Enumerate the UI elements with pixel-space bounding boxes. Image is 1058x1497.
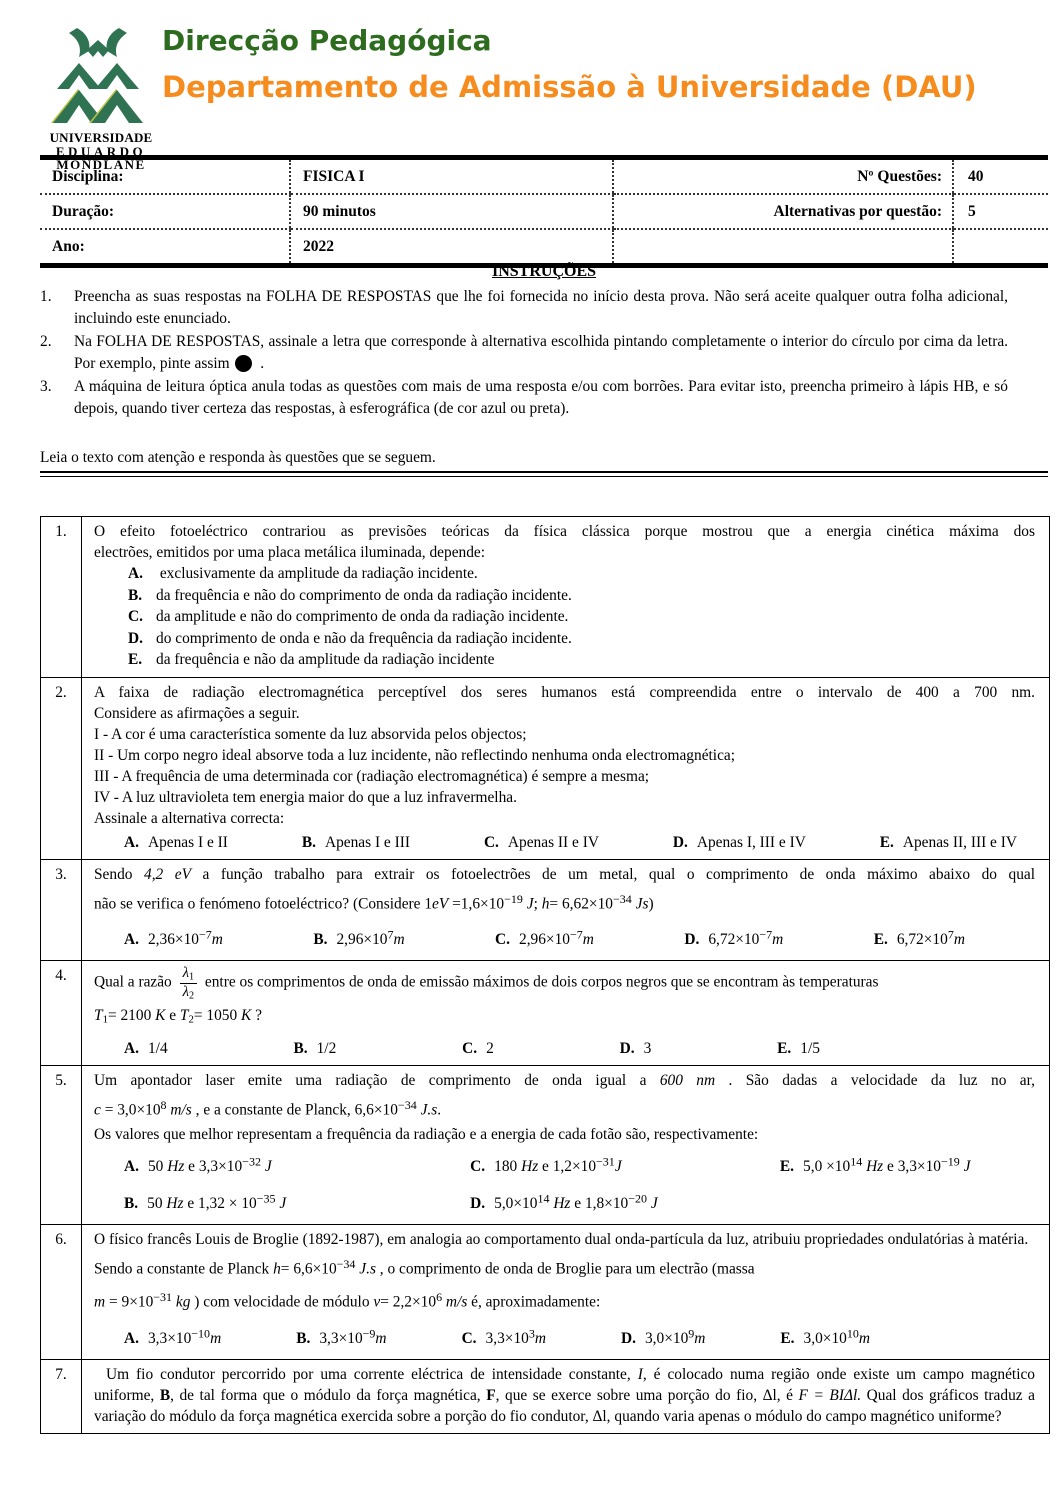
option: E. Apenas II, III e IV (879, 833, 1017, 851)
options-row (124, 832, 1035, 853)
option: A. Apenas I e II (124, 833, 228, 851)
info-value (953, 229, 1048, 266)
info-label: Ano: (52, 237, 85, 255)
university-name-line: EDUARDO (55, 143, 147, 159)
option: B. $2,96\times 10^7m$ (313, 927, 405, 949)
question-content (82, 1066, 1049, 1224)
question-text: Os valores que melhor representam a frequência da radiação e a energia de cada fotão são, respectivamente: (94, 1126, 759, 1144)
question-row (41, 1360, 1049, 1433)
info-label: Duração: (40, 194, 290, 229)
question-content (82, 1225, 1049, 1359)
question-text: Um fio condutor percorrido por uma corrente eléctrica de intensidade constante, I, é colocado numa região onde existe um campo magnético uniforme, B, de tal forma que o módulo da força magnética, F, que se exerce sobre uma porção do fio, Δl, é F = BIΔl. Qual dos gráficos traduz a variação do módulo da força magnética exercida sobre a porção do fio condutor, Δl, quando varia apenas o módulo do campo magnético uniforme? (94, 1365, 1035, 1425)
question-number: 4. (41, 961, 82, 1064)
question-text: O físico francês Louis de Broglie (1892-1987), em analogia ao comportamento dual onda-partícula da luz, atribuiu propriedades ondulatórias à matéria. (94, 1230, 1029, 1248)
question-text: Assinale a alternativa correcta: (94, 809, 285, 827)
university-name-line: MONDLANE (56, 157, 146, 172)
info-value: 40 (953, 158, 1048, 195)
question-text: IV - A luz ultravioleta tem energia maior do que a luz infravermelha. (94, 788, 517, 806)
option: E. da frequência e não da amplitude da radiação incidente (128, 651, 495, 668)
question-text: Qual a razão $\frac{\lambda_1}{\lambda_2}$ entre os comprimentos de onda de emissão máximos de dois corpos negros que se encontram às temperaturas (94, 965, 879, 1002)
option: D. $5,0\times 10^{14}$ Hz e $1,8\times 10^{-20}$ J (470, 1191, 658, 1212)
info-label: Disciplina: (40, 158, 290, 195)
options-row (124, 921, 1035, 954)
questions-table (40, 516, 1050, 1434)
option: B. 50 Hz e $1,32 \times 10^{-35}$ J (124, 1191, 287, 1212)
option: B. da frequência e não do comprimento de onda da radiação incidente. (128, 586, 572, 604)
instructions-title: INSTRUÇÕES (491, 263, 597, 280)
instruction-text: Na FOLHA DE RESPOSTAS, assinale a letra que corresponde à alternativa escolhida pintando completamente o interior do círculo por cima da letra. Por exemplo, pinte assim . (74, 333, 1008, 372)
info-value: 5 (953, 194, 1048, 229)
info-row (40, 158, 1048, 195)
option: E. $3,0\times 10^{10}m$ (780, 1326, 870, 1347)
question-number: 3. (41, 860, 82, 961)
question-text: A faixa de radiação electromagnética perceptível dos seres humanos está compreendida entre o intervalo de 400 a 700 nm. (94, 683, 1035, 701)
info-label: Alternativas por questão: (613, 194, 953, 229)
instruction-text: A máquina de leitura óptica anula todas as questões com mais de uma resposta e/ou com borrões. Para evitar isto, preencha primeiro à lápis HB, e só depois, quando tiver certeza das respostas, à esferográfica (de cor azul ou preta). (74, 378, 1008, 417)
option: C. Apenas II e IV (483, 833, 599, 851)
options-row (124, 1320, 1035, 1353)
question-row (41, 860, 1049, 962)
option: A. $3,3\times 10^{-10}m$ (124, 1326, 222, 1347)
instruction-text: Preencha as suas respostas na FOLHA DE RESPOSTAS que lhe foi fornecida no início desta prova. Não será aceite qualquer outra folha adicional, incluindo este enunciado. (74, 288, 1008, 327)
option: E. 1/5 (777, 1039, 820, 1057)
question-text: $c = 3,0\times 10^8$ m/s , e a constante de Planck, $6,6\times 10^{-34}$ J.s. (94, 1097, 442, 1119)
info-value: 2022 (290, 229, 613, 266)
question-row (41, 678, 1049, 860)
lead-text: Leia o texto com atenção e responda às questões que se seguem. (40, 449, 436, 466)
options-row (124, 1148, 1035, 1181)
question-text: III - A frequência de uma determinada cor (radiação electromagnética) é sempre a mesma; (94, 767, 650, 785)
options-row (124, 1038, 1035, 1059)
question-number: 1. (41, 517, 82, 677)
option: D. $3,0\times 10^9m$ (620, 1326, 706, 1347)
instruction-item (40, 331, 1008, 374)
instruction-number: 2. (40, 333, 52, 350)
info-label: Nº Questões: (613, 158, 953, 195)
instructions-list (40, 286, 1008, 421)
question-text: $T_1= 2100$ K e $T_2= 1050$ K ? (94, 1007, 262, 1026)
option: C. $3,3\times 10^3m$ (461, 1326, 546, 1347)
info-row (40, 229, 1048, 266)
info-value: FISICA I (290, 158, 613, 195)
question-number: 2. (41, 678, 82, 859)
question-row (41, 1225, 1049, 1360)
question-row (41, 517, 1049, 678)
question-content (82, 678, 1049, 859)
question-text: Sendo a constante de Planck $h= 6,6\times 10^{-34}$ J.s , o comprimento de onda de Broglie para um electrão (massa (94, 1256, 755, 1278)
option: D. Apenas I, III e IV (672, 833, 806, 851)
option: D. do comprimento de onda e não da frequência da radiação incidente. (128, 629, 572, 647)
info-value: 90 minutos (290, 194, 613, 229)
uem-emblem-icon (46, 28, 150, 124)
department-title: Departamento de Admissão à Universidade (DAU) (162, 70, 977, 104)
option: C. 180 Hz e $1,2\times 10^{-31}J$ (470, 1155, 622, 1176)
option: B. $3,3\times 10^{-9}m$ (296, 1326, 387, 1347)
option: C. $2,96\times 10^{-7}m$ (495, 927, 594, 949)
option: C. 2 (462, 1039, 494, 1057)
question-content (82, 517, 1049, 677)
question-text: $m = 9\times 10^{-31}$ kg ) com velocidade de módulo $v= 2,2\times 10^6$ m/s é, aproximadamente: (94, 1290, 601, 1311)
instruction-number: 1. (40, 288, 52, 305)
question-text: O efeito fotoeléctrico contrariou as previsões teóricas da física clássica porque mostrou que a energia cinética máxima dos (94, 523, 1035, 540)
instruction-item (40, 376, 1008, 419)
question-text: Um apontador laser emite uma radiação de comprimento de onda igual a 600 nm . São dadas a velocidade da luz no ar, (94, 1071, 1035, 1089)
question-text: Sendo 4,2 eV a função trabalho para extrair os fotoelectrões de um metal, qual o comprimento de onda máximo abaixo do qual (94, 865, 1036, 883)
question-row (41, 961, 1049, 1065)
section-divider (40, 471, 1048, 477)
options-row (124, 1184, 1035, 1217)
header-titles (162, 24, 977, 155)
option: E. $5,0 \times 10^{14}$ Hz e $3,3\times 10^{-19}$ J (779, 1155, 971, 1176)
question-text: II - Um corpo negro ideal absorve toda a luz incidente, não reflectindo nenhuma onda electromagnética; (94, 746, 736, 764)
info-row (40, 194, 1048, 229)
question-content (82, 961, 1049, 1064)
question-row (41, 1066, 1049, 1225)
question-text: electrões, emitidos por uma placa metálica iluminada, depende: (94, 544, 486, 561)
document-header (0, 0, 1058, 172)
question-number: 5. (41, 1066, 82, 1224)
question-text: não se verifica o fenómeno fotoeléctrico? (Considere $1eV =1,6\times 10^{-19}$ J; $h= 6,62\times 10^{-34}$ Js) (94, 891, 654, 912)
instruction-item (40, 286, 1008, 329)
university-name-line: UNIVERSIDADE (49, 130, 153, 145)
option: E. $6,72\times 10^7m$ (873, 927, 965, 949)
question-text: I - A cor é uma característica somente da luz absorvida pelos objectos; (94, 725, 527, 743)
option: A. $2,36\times 10^{-7}m$ (124, 927, 223, 949)
instruction-number: 3. (40, 378, 52, 395)
option: B. 1/2 (293, 1039, 337, 1057)
question-text: Considere as afirmações a seguir. (94, 704, 300, 722)
option: A. 50 Hz e $3,3\times 10^{-32}$ J (124, 1155, 272, 1176)
question-number: 6. (41, 1225, 82, 1359)
question-content (82, 1360, 1049, 1433)
question-number: 7. (41, 1360, 82, 1433)
university-logo (46, 28, 156, 172)
info-label (613, 229, 953, 266)
option: A. 1/4 (124, 1039, 168, 1057)
option: D. 3 (619, 1039, 652, 1057)
option: A. exclusivamente da amplitude da radiação incidente. (128, 565, 478, 582)
direccao-pedagogica-title: Direcção Pedagógica (162, 24, 492, 57)
question-content (82, 860, 1049, 961)
option: C. da amplitude e não do comprimento de onda da radiação incidente. (128, 608, 569, 625)
option: D. $6,72\times 10^{-7}m$ (684, 927, 784, 949)
option: B. Apenas I e III (301, 833, 410, 851)
exam-info-table (40, 155, 1048, 268)
